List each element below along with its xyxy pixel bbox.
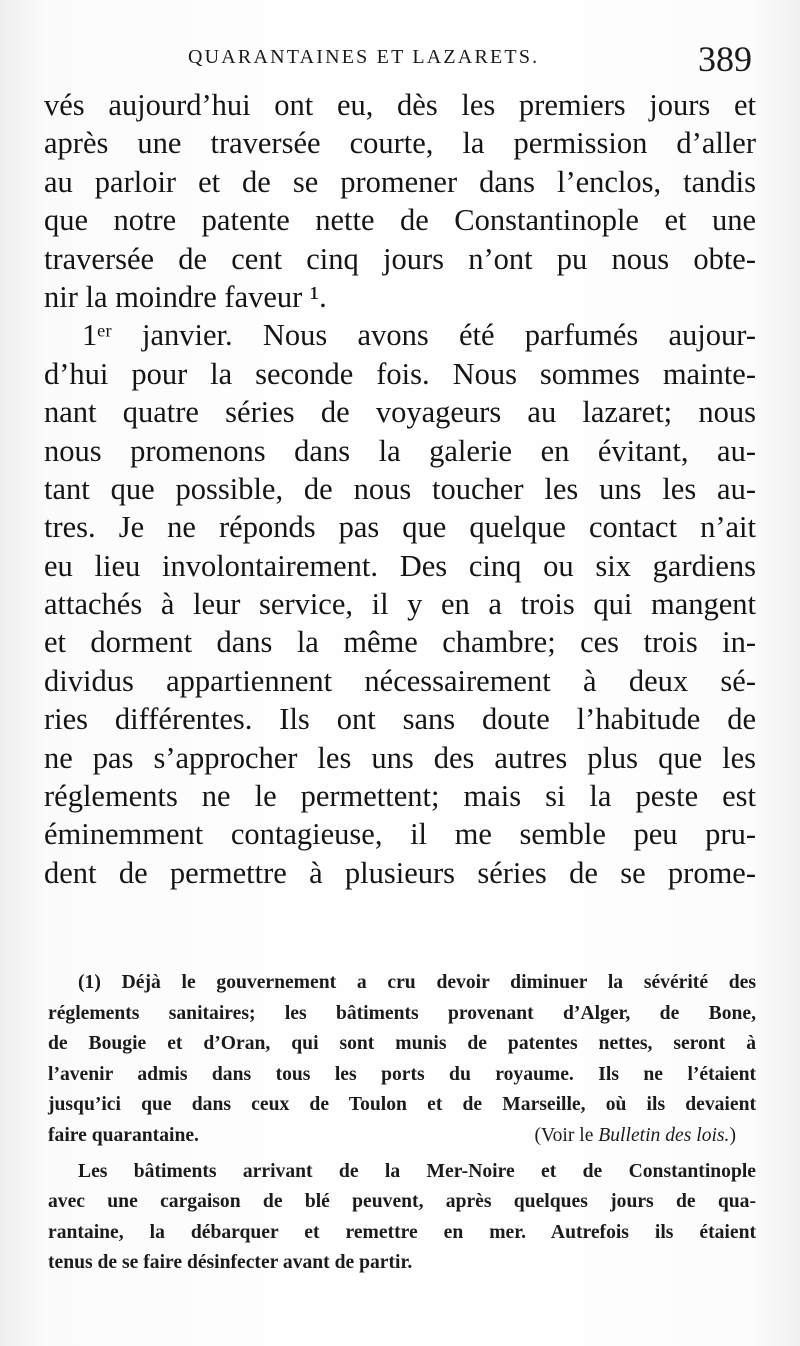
body-line: réglements ne le permettent; mais si la peste est	[44, 779, 756, 814]
footnote-line: Les bâtiments arrivant de la Mer-Noire et de Constantinople	[78, 1160, 756, 1182]
body-line: au parloir et de se promener dans l’enclos, tandis	[44, 164, 756, 199]
body-line: et dorment dans la même chambre; ces trois in-	[44, 625, 756, 660]
body-line: ries différentes. Ils ont sans doute l’habitude de	[44, 702, 756, 737]
body-line: nous promenons dans la galerie en évitant, au-	[44, 433, 756, 468]
body-line: que notre patente nette de Constantinople et une	[44, 203, 756, 238]
body-line: nir la moindre faveur ¹.	[44, 279, 327, 314]
footnote	[48, 968, 756, 1279]
running-head	[0, 36, 800, 86]
footnote-line: rantaine, la débarquer et remettre en mer. Autrefois ils étaient	[48, 1221, 756, 1243]
body-line: nant quatre séries de voyageurs au lazaret; nous	[44, 395, 756, 430]
bulletin-reference	[534, 1121, 756, 1152]
body-line: éminemment contagieuse, il me semble peu pru-	[44, 817, 756, 852]
body-line: traversée de cent cinq jours n’ont pu nous obte-	[44, 241, 756, 276]
footnote-line: réglements sanitaires; les bâtiments provenant d’Alger, de Bone,	[48, 1002, 756, 1024]
footnote-line: jusqu’ici que dans ceux de Toulon et de Marseille, où ils devaient	[48, 1094, 756, 1116]
footnote-line: l’avenir admis dans tous les ports du royaume. Ils ne l’étaient	[48, 1063, 756, 1085]
footnote-line: tenus de se faire désinfecter avant de partir.	[48, 1252, 413, 1274]
body-line: dividus appartiennent nécessairement à deux sé-	[44, 663, 756, 698]
footnote-reference-line	[48, 1121, 756, 1152]
body-line: 1ᵉʳ janvier. Nous avons été parfumés aujour-	[82, 318, 756, 353]
body-line: dent de permettre à plusieurs séries de se prome-	[44, 855, 756, 890]
body-line: vés aujourd’hui ont eu, dès les premiers jours et	[44, 88, 756, 122]
body-line: tres. Je ne réponds pas que quelque contact n’ait	[44, 510, 756, 545]
footnote-tail-text: faire quarantaine.	[48, 1124, 199, 1146]
body-line: eu lieu involontairement. Des cinq ou six gardiens	[44, 548, 756, 583]
body-line: attachés à leur service, il y en a trois qui mangent	[44, 587, 756, 622]
reference-close: )	[729, 1124, 736, 1146]
footnote-line: avec une cargaison de blé peuvent, après quelques jours de qua-	[48, 1191, 756, 1213]
page-number: 389	[698, 39, 752, 79]
reference-open: (Voir le	[534, 1124, 599, 1146]
body-line: ne pas s’approcher les uns des autres plus que les	[44, 740, 756, 775]
body-line: après une traversée courte, la permission d’aller	[44, 126, 756, 161]
body-line: tant que possible, de nous toucher les uns les au-	[44, 471, 756, 506]
reference-title: Bulletin des lois.	[598, 1124, 730, 1146]
footnote-line: de Bougie et d’Oran, qui sont munis de patentes nettes, seront à	[48, 1033, 756, 1055]
body-text	[44, 86, 756, 892]
footnote-line: (1) Déjà le gouvernement a cru devoir diminuer la sévérité des	[78, 972, 756, 993]
body-line: d’hui pour la seconde fois. Nous sommes mainte-	[44, 356, 756, 391]
running-title: QUARANTAINES ET LAZARETS.	[188, 46, 540, 68]
